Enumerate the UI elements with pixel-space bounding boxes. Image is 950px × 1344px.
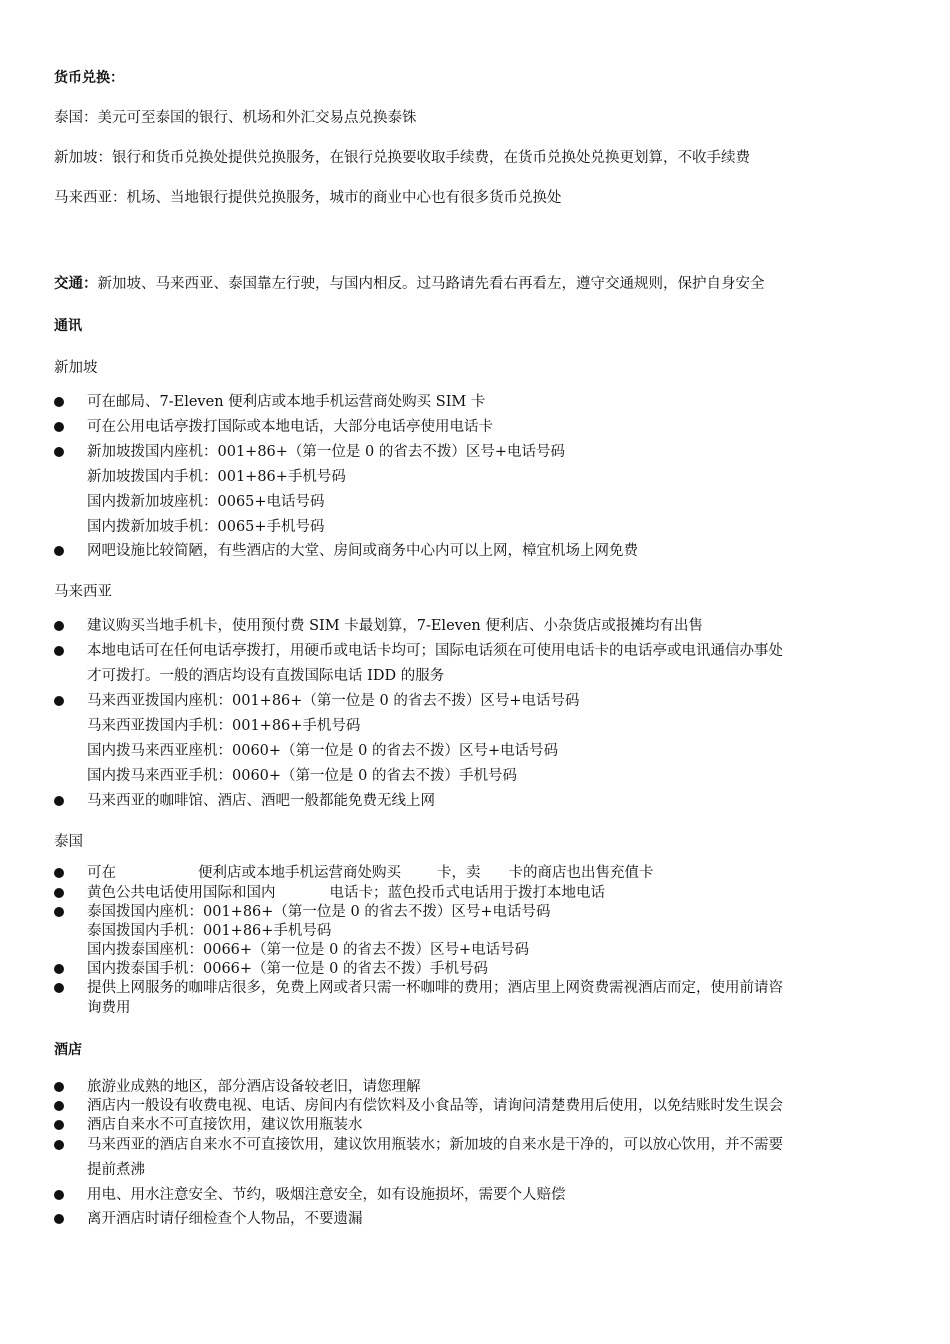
bullet-icon xyxy=(54,1101,64,1111)
my-item-3-line-3: 国内拨马来西亚座机：0060+（第一位是 0 的省去不拨）区号+电话号码 xyxy=(87,743,559,759)
th-item-1-part-b: 便利店或本地手机运营商处购买 xyxy=(198,865,401,881)
bullet-icon xyxy=(54,696,64,706)
bullet-icon xyxy=(54,983,64,993)
th-item-1-part-a: 可在 xyxy=(87,865,116,881)
currency-thailand: 泰国：美元可至泰国的银行、机场和外汇交易点兑换泰铢 xyxy=(54,110,417,126)
th-item-3-line-3: 国内拨泰国座机：0066+（第一位是 0 的省去不拨）区号+电话号码 xyxy=(87,942,530,958)
sg-item-1: 可在邮局、7-Eleven 便利店或本地手机运营商处购买 SIM 卡 xyxy=(87,394,486,410)
sg-item-3: 新加坡拨国内座机：001+86+（第一位是 0 的省去不拨）区号+电话号码 xyxy=(87,444,566,460)
currency-heading: 货币兑换： xyxy=(54,70,124,86)
currency-singapore: 新加坡：银行和货币兑换处提供兑换服务，在银行兑换要收取手续费，在货币兑换处兑换更划算，不收手续费 xyxy=(54,150,750,166)
hotel-item-6: 离开酒店时请仔细检查个人物品，不要遗漏 xyxy=(87,1211,363,1227)
th-item-2-part-b: 电话卡；蓝色投币式电话用于拨打本地电话 xyxy=(329,885,605,901)
my-item-3: 马来西亚拨国内座机：001+86+（第一位是 0 的省去不拨）区号+电话号码 xyxy=(87,693,580,709)
bullet-icon xyxy=(54,447,64,457)
bullet-icon xyxy=(54,868,64,878)
my-item-1: 建议购买当地手机卡，使用预付费 SIM 卡最划算，7-Eleven 便利店、小杂货店或报摊均有出售 xyxy=(87,618,703,634)
bullet-icon xyxy=(54,907,64,917)
bullet-icon xyxy=(54,796,64,806)
hotel-item-4-line-2: 提前煮沸 xyxy=(87,1162,145,1178)
my-item-4: 马来西亚的咖啡馆、酒店、酒吧一般都能免费无线上网 xyxy=(87,793,435,809)
th-item-2 xyxy=(87,883,605,903)
my-item-3-line-2: 马来西亚拨国内手机：001+86+手机号码 xyxy=(87,718,361,734)
th-item-5-line-2: 询费用 xyxy=(87,1000,131,1016)
hotel-item-1: 旅游业成熟的地区，部分酒店设备较老旧，请您理解 xyxy=(87,1079,421,1095)
hotel-item-3: 酒店自来水不可直接饮用，建议饮用瓶装水 xyxy=(87,1117,363,1133)
sg-item-3-line-2: 新加坡拨国内手机：001+86+手机号码 xyxy=(87,469,346,485)
th-item-1 xyxy=(87,863,654,883)
bullet-icon xyxy=(54,1214,64,1224)
bullet-icon xyxy=(54,888,64,898)
bullet-icon xyxy=(54,546,64,556)
hotel-item-4: 马来西亚的酒店自来水不可直接饮用，建议饮用瓶装水；新加坡的自来水是干净的，可以放心饮用，并不需要 xyxy=(87,1137,783,1153)
sg-item-4: 网吧设施比较简陋，有些酒店的大堂、房间或商务中心内可以上网，樟宜机场上网免费 xyxy=(87,543,638,559)
bullet-icon xyxy=(54,964,64,974)
bullet-icon xyxy=(54,397,64,407)
bullet-icon xyxy=(54,1082,64,1092)
sg-item-3-line-4: 国内拨新加坡手机：0065+手机号码 xyxy=(87,519,325,535)
traffic-label: 交通： xyxy=(54,276,98,292)
th-item-1-part-d: 卡的商店也出售充值卡 xyxy=(508,865,654,881)
th-title: 泰国 xyxy=(54,834,83,850)
my-item-2-line-2: 才可拨打。一般的酒店均设有直拨国际电话 IDD 的服务 xyxy=(87,668,445,684)
my-title: 马来西亚 xyxy=(54,584,112,600)
hotel-heading: 酒店 xyxy=(54,1042,82,1058)
sg-item-2: 可在公用电话亭拨打国际或本地电话，大部分电话亭使用电话卡 xyxy=(87,419,493,435)
th-item-4: 国内拨泰国手机：0066+（第一位是 0 的省去不拨）手机号码 xyxy=(87,961,488,977)
traffic-paragraph xyxy=(54,274,765,294)
traffic-text: 新加坡、马来西亚、泰国靠左行驶，与国内相反。过马路请先看右再看左，遵守交通规则，保护自身安全 xyxy=(97,276,765,292)
bullet-icon xyxy=(54,1140,64,1150)
hotel-item-2: 酒店内一般设有收费电视、电话、房间内有偿饮料及小食品等，请询问清楚费用后使用，以免结账时发生误会 xyxy=(87,1098,783,1114)
bullet-icon xyxy=(54,646,64,656)
bullet-icon xyxy=(54,1190,64,1200)
my-item-3-line-4: 国内拨马来西亚手机：0060+（第一位是 0 的省去不拨）手机号码 xyxy=(87,768,517,784)
hotel-item-5: 用电、用水注意安全、节约，吸烟注意安全，如有设施损坏，需要个人赔偿 xyxy=(87,1187,566,1203)
sg-item-3-line-3: 国内拨新加坡座机：0065+电话号码 xyxy=(87,494,325,510)
th-item-1-part-c: 卡，卖 xyxy=(437,865,481,881)
my-item-2: 本地电话可在任何电话亭拨打，用硬币或电话卡均可；国际电话须在可使用电话卡的电话亭或电讯通信办事处 xyxy=(87,643,783,659)
th-item-5: 提供上网服务的咖啡店很多，免费上网或者只需一杯咖啡的费用；酒店里上网资费需视酒店而定，使用前请咨 xyxy=(87,980,783,996)
th-item-2-part-a: 黄色公共电话使用国际和国内 xyxy=(87,885,276,901)
currency-malaysia: 马来西亚：机场、当地银行提供兑换服务，城市的商业中心也有很多货币兑换处 xyxy=(54,190,562,206)
comm-heading: 通讯 xyxy=(54,318,82,334)
bullet-icon xyxy=(54,1120,64,1130)
bullet-icon xyxy=(54,621,64,631)
sg-title: 新加坡 xyxy=(54,360,98,376)
bullet-icon xyxy=(54,422,64,432)
th-item-3-line-2: 泰国拨国内手机：001+86+手机号码 xyxy=(87,923,332,939)
th-item-3: 泰国拨国内座机：001+86+（第一位是 0 的省去不拨）区号+电话号码 xyxy=(87,904,551,920)
